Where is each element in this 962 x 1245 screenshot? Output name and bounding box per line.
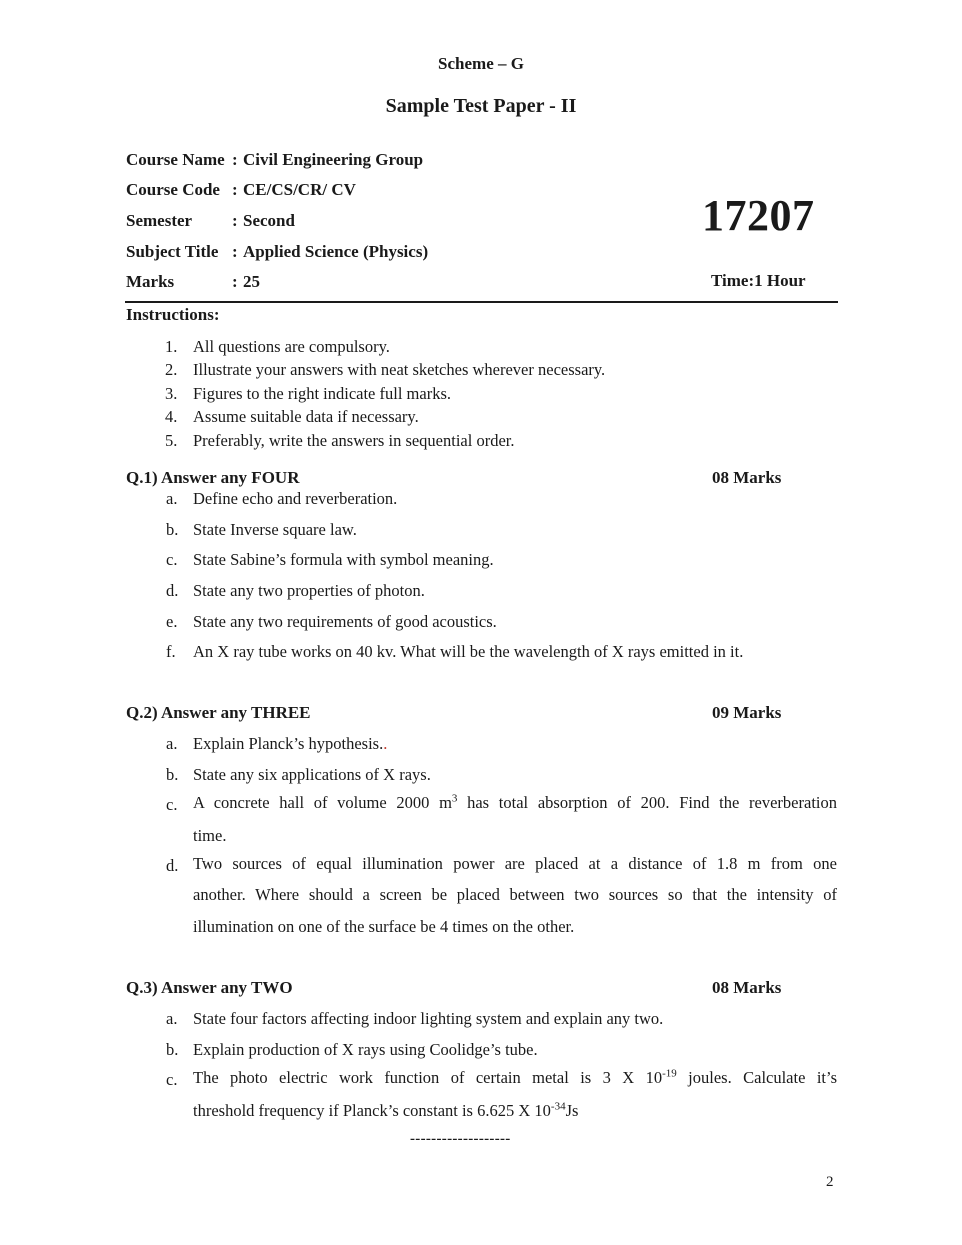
subquestion-letter: a.: [166, 1009, 178, 1028]
question-marks: 08 Marks: [712, 468, 782, 487]
subquestion-letter: d.: [166, 581, 179, 600]
question-heading: Q.3) Answer any TWO: [126, 978, 293, 997]
marks-label: Marks: [126, 272, 175, 291]
marks-value: 25: [243, 272, 260, 291]
text-run: A concrete hall of volume 2000 m: [193, 793, 452, 812]
course-code-label: Course Code: [126, 180, 220, 199]
subquestion-text: Define echo and reverberation.: [193, 489, 398, 508]
end-of-paper-marker: -------------------: [410, 1131, 511, 1147]
text-run: has total absorption of 200. Find the reverberation: [457, 793, 837, 812]
subquestion-text-line: illumination on one of the surface be 4 times on the other.: [193, 917, 575, 936]
semester-label: Semester: [126, 211, 193, 230]
subquestion-letter: d.: [166, 856, 179, 875]
text-run: Js: [565, 1101, 579, 1120]
subquestion-text: An X ray tube works on 40 kv. What will be the wavelength of X rays emitted in it.: [193, 642, 744, 661]
scheme-label: Scheme – G: [438, 54, 524, 73]
list-item-number: 5.: [165, 431, 178, 450]
list-item-number: 1.: [165, 337, 178, 356]
header-divider: [125, 301, 838, 303]
question-heading: Q.2) Answer any THREE: [126, 703, 311, 722]
superscript: 3: [451, 792, 458, 805]
list-item: Figures to the right indicate full marks.: [193, 384, 451, 403]
subquestion-letter: b.: [166, 520, 179, 539]
subquestion-text: State four factors affecting indoor lighting system and explain any two.: [193, 1009, 664, 1028]
subquestion-text: [193, 734, 387, 754]
subquestion-letter: e.: [166, 612, 178, 631]
list-item-number: 2.: [165, 360, 178, 379]
subquestion-text: Explain production of X rays using Coolidge’s tube.: [193, 1040, 538, 1059]
list-item: Illustrate your answers with neat sketches wherever necessary.: [193, 360, 606, 379]
subquestion-text-main: Explain Planck’s hypothesis.: [193, 734, 384, 753]
question-marks: 09 Marks: [712, 703, 782, 722]
subquestion-text-continued: time.: [193, 826, 227, 845]
course-name-value: Civil Engineering Group: [243, 150, 424, 169]
superscript: -19: [662, 1067, 677, 1080]
instructions-heading: Instructions:: [126, 305, 220, 324]
subquestion-letter: b.: [166, 765, 179, 784]
course-name-label: Course Name: [126, 150, 225, 169]
subquestion-text: State any two requirements of good acoustics.: [193, 612, 497, 631]
course-code-value: CE/CS/CR/ CV: [243, 180, 356, 199]
question-heading: Q.1) Answer any FOUR: [126, 468, 300, 487]
colon: :: [232, 242, 238, 261]
paper-title: Sample Test Paper - II: [385, 95, 577, 117]
text-run: threshold frequency if Planck’s constant is 6.625 X 10: [193, 1101, 551, 1120]
subquestion-letter: a.: [166, 489, 178, 508]
subject-code: 17207: [702, 191, 815, 240]
colon: :: [232, 211, 238, 230]
subject-title-value: Applied Science (Physics): [243, 242, 429, 261]
subject-title-label: Subject Title: [126, 242, 219, 261]
list-item-number: 3.: [165, 384, 178, 403]
subquestion-text: [193, 1063, 837, 1094]
text-run: joules. Calculate it’s: [676, 1068, 837, 1087]
list-item: Preferably, write the answers in sequential order.: [193, 431, 515, 450]
colon: :: [232, 272, 238, 291]
subquestion-text: State Sabine’s formula with symbol meaning.: [193, 550, 494, 569]
text-run: The photo electric work function of certain metal is 3 X 10: [193, 1068, 663, 1087]
subquestion-text-line: another. Where should a screen be placed between two sources so that the intensity of: [193, 885, 837, 904]
superscript: -34: [550, 1100, 566, 1113]
subquestion-text: [193, 788, 837, 819]
subquestion-text-continued: [193, 1101, 578, 1121]
list-item: Assume suitable data if necessary.: [193, 407, 419, 426]
subquestion-letter: b.: [166, 1040, 179, 1059]
subquestion-text: State any two properties of photon.: [193, 581, 425, 600]
subquestion-letter: a.: [166, 734, 178, 753]
subquestion-letter: c.: [166, 550, 178, 569]
colon: :: [232, 150, 238, 169]
time-limit: Time:1 Hour: [711, 271, 806, 290]
subquestion-text: State any six applications of X rays.: [193, 765, 431, 784]
page-number: 2: [826, 1174, 834, 1190]
subquestion-letter: c.: [166, 795, 178, 814]
subquestion-text-line: Two sources of equal illumination power are placed at a distance of 1.8 m from one: [193, 854, 837, 873]
colon: :: [232, 180, 238, 199]
list-item-number: 4.: [165, 407, 178, 426]
list-item: All questions are compulsory.: [193, 337, 390, 356]
subquestion-letter: c.: [166, 1070, 178, 1089]
semester-value: Second: [243, 211, 295, 230]
subquestion-text: State Inverse square law.: [193, 520, 357, 539]
question-marks: 08 Marks: [712, 978, 782, 997]
subquestion-letter: f.: [166, 642, 176, 661]
stray-mark: .: [383, 734, 388, 753]
